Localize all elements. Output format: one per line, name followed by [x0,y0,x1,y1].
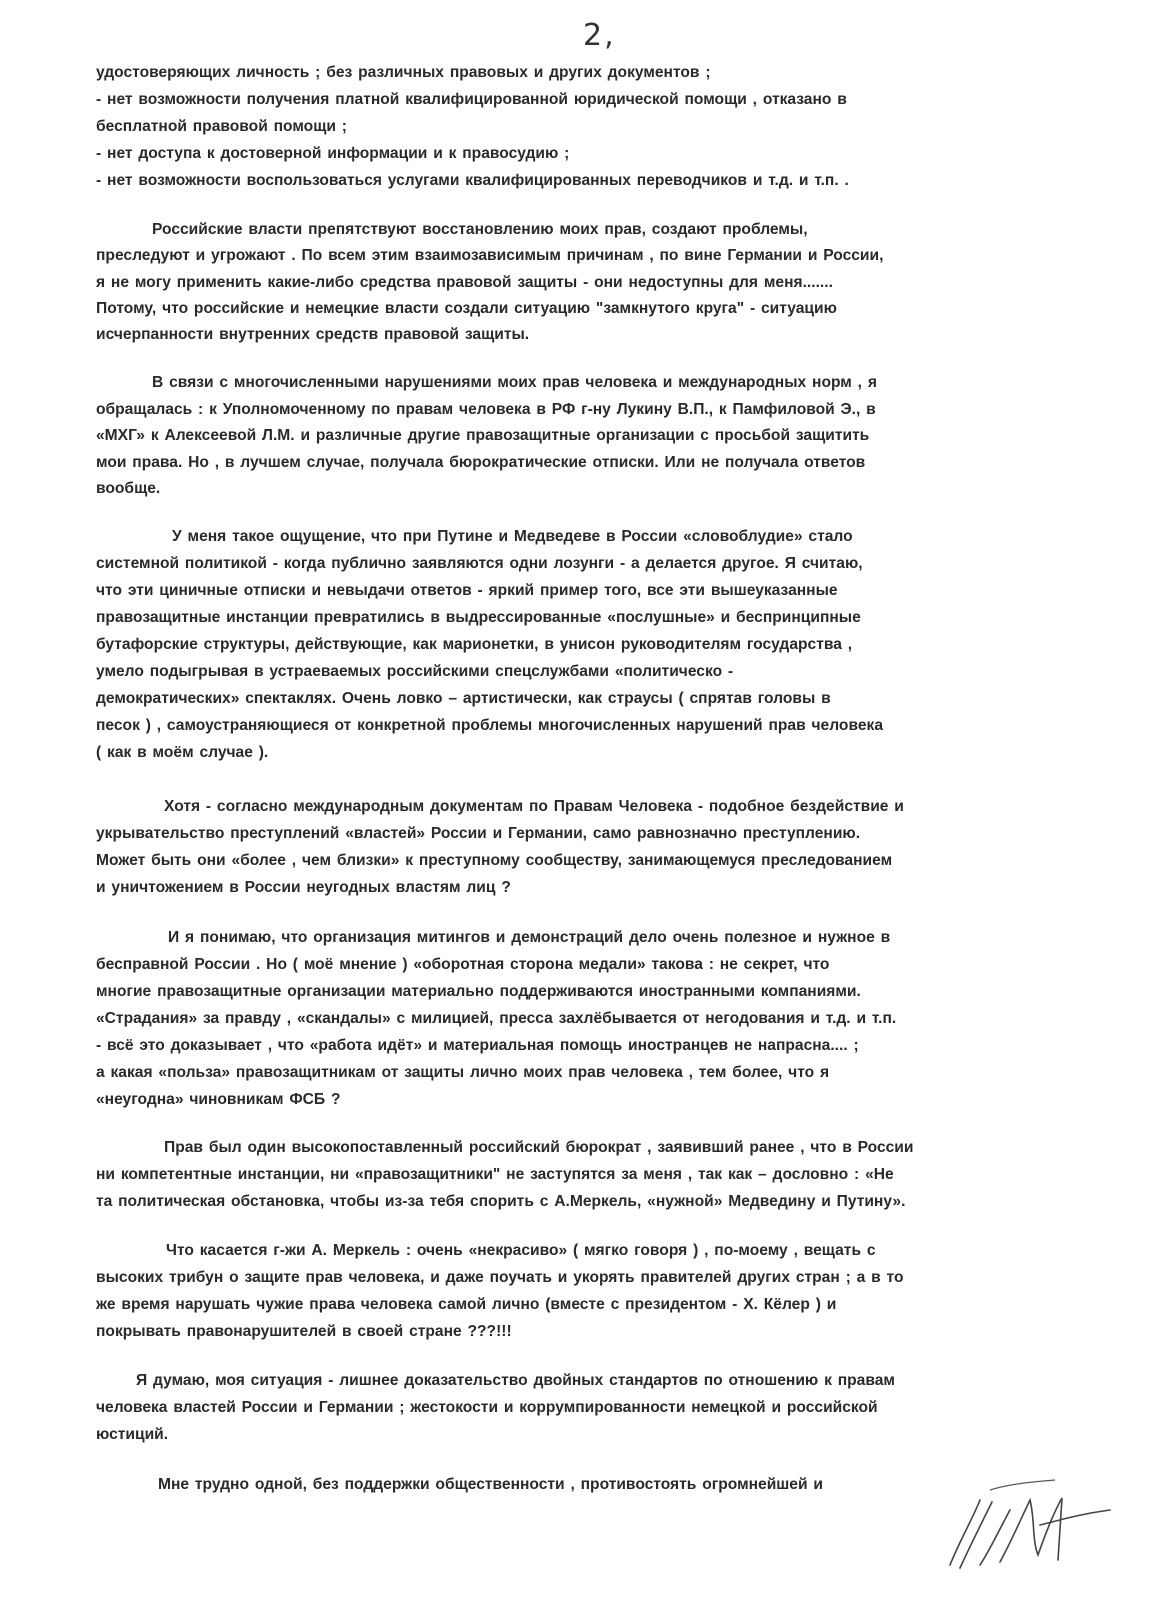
text-line: Мне трудно одной, без поддержки общественности , противостоять огромнейшей и [158,1476,823,1493]
text-line: та политическая обстановка, чтобы из-за тебя спорить с А.Меркель, «нужной» Медведину и Путину». [96,1193,906,1210]
text-line: - нет возможности получения платной квалифицированной юридической помощи , отказано в [96,91,847,108]
text-line: умело подыгрывая в устраеваемых российскими спецслужбами «политическо - [96,663,734,680]
text-line: обращалась : к Уполномоченному по правам человека в РФ г-ну Лукину В.П., к Памфиловой Э., в [96,401,876,418]
text-line: ( как в моём случае ). [96,744,269,761]
text-line: что эти циничные отписки и невыдачи ответов - яркий пример того, все эти вышеуказанные [96,582,838,599]
text-line: правозащитные инстанции превратились в выдрессированные «послушные» и беспринципные [96,609,861,626]
text-line: «МХГ» к Алексеевой Л.М. и различные другие правозащитные организации с просьбой защитить [96,427,870,444]
text-line: демократических» спектаклях. Очень ловко – артистически, как страусы ( спрятав головы в [96,690,831,707]
text-line: песок ) , самоустраняющиеся от конкретной проблемы многочисленных нарушений прав человека [96,717,883,734]
text-line: бесправной России . Но ( моё мнение ) «оборотная сторона медали» такова : не секрет, что [96,956,830,973]
text-line: системной политикой - когда публично заявляются одни лозунги - а делается другое. Я считаю, [96,555,863,572]
text-line: же время нарушать чужие права человека самой лично (вместе с президентом - Х. Кёлер ) и [96,1296,837,1313]
text-line: - нет возможности воспользоваться услугами квалифицированных переводчиков и т.д. и т.п. . [96,172,849,189]
text-line: человека властей России и Германии ; жестокости и коррумпированности немецкой и российской [96,1399,878,1416]
text-line: бутафорские структуры, действующие, как марионетки, в унисон руководителям государства , [96,636,853,653]
text-line: У меня такое ощущение, что при Путине и Медведеве в России «словоблудие» стало [172,528,853,545]
handwritten-signature [920,1470,1120,1580]
text-line: Что касается г-жи А. Меркель : очень «некрасиво» ( мягко говоря ) , по-моему , вещать с [166,1242,876,1259]
page-number: 2, [583,18,616,53]
text-line: и уничтожением в России неугодных властям лиц ? [96,879,511,896]
text-line: Российские власти препятствуют восстановлению моих прав, создают проблемы, [152,221,808,238]
text-line: а какая «польза» правозащитникам от защиты лично моих прав человека , тем более, что я [96,1064,830,1081]
text-line: «Страдания» за правду , «скандалы» с милицией, пресса захлёбывается от негодования и т.д. и т.п. [96,1010,897,1027]
text-line: Прав был один высокопоставленный российский бюрократ , заявивший ранее , что в России [164,1139,914,1156]
text-line: Хотя - согласно международным документам по Правам Человека - подобное бездействие и [164,798,904,815]
text-line: я не могу применить какие-либо средства правовой защиты - они недоступны для меня....... [96,274,833,291]
text-line: Потому, что российские и немецкие власти создали ситуацию "замкнутого круга" - ситуацию [96,300,837,317]
text-line: мои права. Но , в лучшем случае, получала бюрократические отписки. Или не получала ответов [96,454,866,471]
text-line: удостоверяющих личность ; без различных правовых и других документов ; [96,64,711,81]
text-line: юстиций. [96,1426,169,1443]
text-line: В связи с многочисленными нарушениями моих прав человека и международных норм , я [152,374,877,391]
text-line: высоких трибун о защите прав человека, и даже поучать и укорять правителей других стран ; а в то [96,1269,904,1286]
text-line: - нет доступа к достоверной информации и к правосудию ; [96,145,570,162]
text-line: ни компетентные инстанции, ни «правозащитники" не заступятся за меня , так как – дословно : «Не [96,1166,894,1183]
text-line: Может быть они «более , чем близки» к преступному сообществу, занимающемуся преследованием [96,852,893,869]
text-line: преследуют и угрожают . По всем этим взаимозависимым причинам , по вине Германии и России, [96,247,884,264]
text-line: укрывательство преступлений «властей» России и Германии, само равнозначно преступлению. [96,825,861,842]
text-line: покрывать правонарушителей в своей стране ???!!! [96,1323,512,1340]
text-line: «неугодна» чиновникам ФСБ ? [96,1091,341,1108]
text-line: многие правозащитные организации материально поддерживаются иностранными компаниями. [96,983,861,1000]
text-line: исчерпанности внутренних средств правовой защиты. [96,326,530,343]
text-line: вообще. [96,480,161,497]
text-line: бесплатной правовой помощи ; [96,118,347,135]
text-line: Я думаю, моя ситуация - лишнее доказательство двойных стандартов по отношению к правам [136,1372,895,1389]
text-line: - всё это доказывает , что «работа идёт» и материальная помощь иностранцев не напрасна.... ; [96,1037,859,1054]
text-line: И я понимаю, что организация митингов и демонстраций дело очень полезное и нужное в [168,929,891,946]
